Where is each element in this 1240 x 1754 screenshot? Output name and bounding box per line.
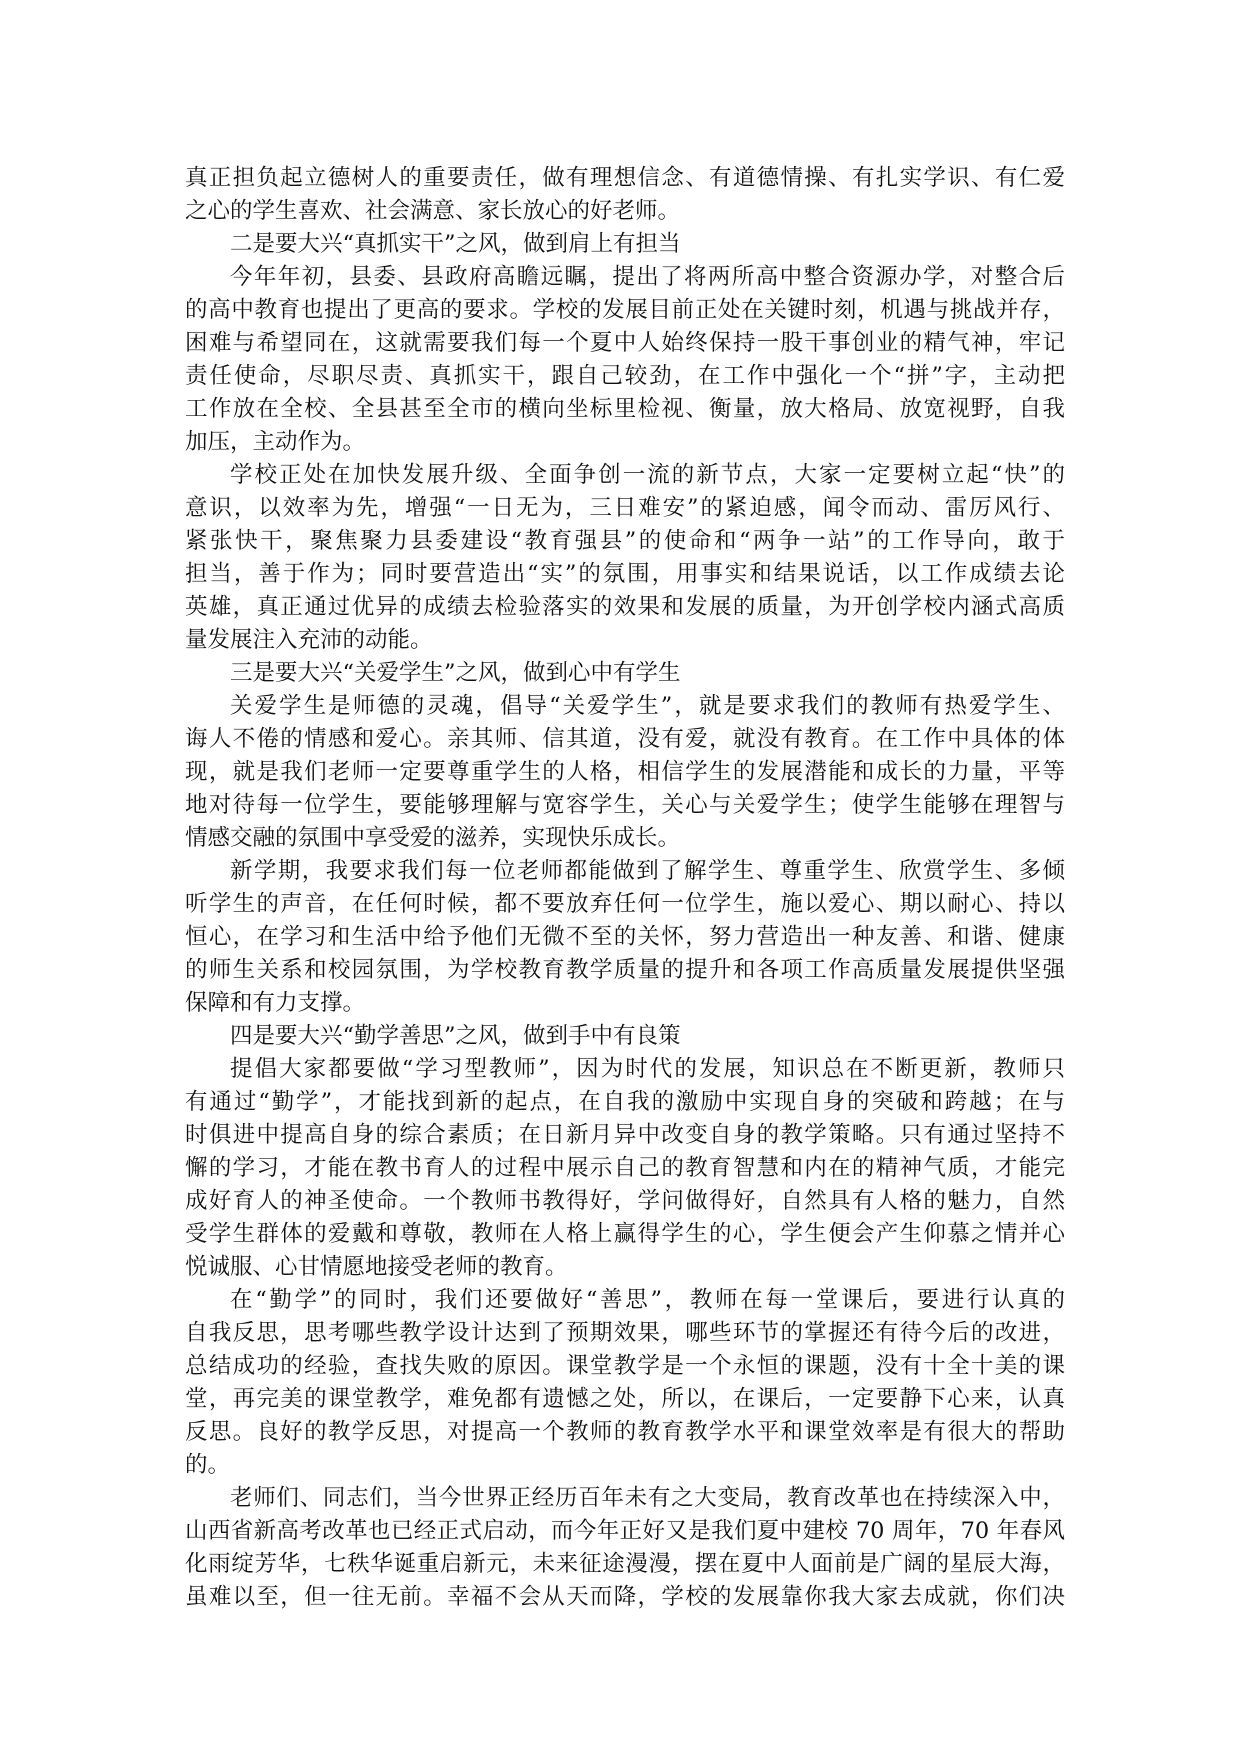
text-line: 今年年初，县委、县政府高瞻远瞩，提出了将两所高中整合资源办学，对整合后 <box>230 264 1065 290</box>
text-line: 之心的学生喜欢、社会满意、家长放心的好老师。 <box>185 198 681 224</box>
text-line: 堂，再完美的课堂教学，难免都有遗憾之处，所以，在课后，一定要静下心来，认真 <box>185 1386 1065 1412</box>
text-line: 总结成功的经验，查找失败的原因。课堂教学是一个永恒的课题，没有十全十美的课 <box>185 1353 1065 1379</box>
text-line: 二是要大兴“真抓实干”之风，做到肩上有担当 <box>230 231 681 257</box>
text-line: 新学期，我要求我们每一位老师都能做到了解学生、尊重学生、欣赏学生、多倾 <box>230 858 1065 884</box>
text-line: 紧张快干，聚焦聚力县委建设“教育强县”的使命和“两争一站”的工作导向，敢于 <box>185 528 1065 554</box>
text-line: 悦诚服、心甘情愿地接受老师的教育。 <box>185 1254 568 1280</box>
text-line: 三是要大兴“关爱学生”之风，做到心中有学生 <box>230 660 681 686</box>
text-line: 山西省新高考改革也已经正式启动，而今年正好又是我们夏中建校 70 周年，70 年春风 <box>185 1518 1065 1544</box>
text-line: 诲人不倦的情感和爱心。亲其师、信其道，没有爱，就没有教育。在工作中具体的体 <box>185 726 1065 752</box>
text-line: 工作放在全校、全县甚至全市的横向坐标里检视、衡量，放大格局、放宽视野，自我 <box>185 396 1065 422</box>
text-line: 加压，主动作为。 <box>185 429 366 455</box>
text-line: 时俱进中提高自身的综合素质；在日新月异中改变自身的教学策略。只有通过坚持不 <box>185 1122 1065 1148</box>
text-line: 担当，善于作为；同时要营造出“实”的氛围，用事实和结果说话，以工作成绩去论 <box>185 561 1065 587</box>
text-line: 虽难以至，但一往无前。幸福不会从天而降，学校的发展靠你我大家去成就，你们决 <box>185 1584 1065 1610</box>
text-line: 提倡大家都要做“学习型教师”，因为时代的发展，知识总在不断更新，教师只 <box>230 1056 1065 1082</box>
text-line: 学校正处在加快发展升级、全面争创一流的新节点，大家一定要树立起“快”的 <box>230 462 1065 488</box>
text-line: 困难与希望同在，这就需要我们每一个夏中人始终保持一股干事创业的精气神，牢记 <box>185 330 1065 356</box>
text-line: 化雨绽芳华，七秩华诞重启新元，未来征途漫漫，摆在夏中人面前是广阔的星辰大海， <box>185 1551 1065 1577</box>
text-line: 四是要大兴“勤学善思”之风，做到手中有良策 <box>230 1023 681 1049</box>
text-line: 责任使命，尽职尽责、真抓实干，跟自己较劲，在工作中强化一个“拼”字，主动把 <box>185 363 1065 389</box>
text-line: 英雄，真正通过优异的成绩去检验落实的效果和发展的质量，为开创学校内涵式高质 <box>185 594 1065 620</box>
text-line: 反思。良好的教学反思，对提高一个教师的教育教学水平和课堂效率是有很大的帮助 <box>185 1419 1065 1445</box>
document-body <box>185 162 1065 1614</box>
text-line: 意识，以效率为先，增强“一日无为，三日难安”的紧迫感，闻令而动、雷厉风行、 <box>185 495 1065 521</box>
text-line: 关爱学生是师德的灵魂，倡导“关爱学生”，就是要求我们的教师有热爱学生、 <box>230 693 1065 719</box>
text-line: 量发展注入充沛的动能。 <box>185 627 433 653</box>
text-line: 现，就是我们老师一定要尊重学生的人格，相信学生的发展潜能和成长的力量，平等 <box>185 759 1065 785</box>
text-line: 有通过“勤学”，才能找到新的起点，在自我的激励中实现自身的突破和跨越；在与 <box>185 1089 1065 1115</box>
text-line: 的高中教育也提出了更高的要求。学校的发展目前正处在关键时刻，机遇与挑战并存， <box>185 297 1065 323</box>
text-line: 懈的学习，才能在教书育人的过程中展示自己的教育智慧和内在的精神气质，才能完 <box>185 1155 1065 1181</box>
text-line: 情感交融的氛围中享受爱的滋养，实现快乐成长。 <box>185 825 681 851</box>
text-line: 受学生群体的爱戴和尊敬，教师在人格上赢得学生的心，学生便会产生仰慕之情并心 <box>185 1221 1065 1247</box>
text-line: 在“勤学”的同时，我们还要做好“善思”，教师在每一堂课后，要进行认真的 <box>230 1287 1065 1313</box>
text-line: 保障和有力支撑。 <box>185 990 366 1016</box>
text-line: 真正担负起立德树人的重要责任，做有理想信念、有道德情操、有扎实学识、有仁爱 <box>185 165 1065 191</box>
text-line: 的师生关系和校园氛围，为学校教育教学质量的提升和各项工作高质量发展提供坚强 <box>185 957 1065 983</box>
text-line: 恒心，在学习和生活中给予他们无微不至的关怀，努力营造出一种友善、和谐、健康 <box>185 924 1065 950</box>
text-line: 老师们、同志们，当今世界正经历百年未有之大变局，教育改革也在持续深入中， <box>230 1485 1065 1511</box>
text-line: 自我反思，思考哪些教学设计达到了预期效果，哪些环节的掌握还有待今后的改进， <box>185 1320 1065 1346</box>
text-line: 地对待每一位学生，要能够理解与宽容学生，关心与关爱学生；使学生能够在理智与 <box>185 792 1065 818</box>
text-line: 的。 <box>185 1452 231 1478</box>
text-line: 成好育人的神圣使命。一个教师书教得好，学问做得好，自然具有人格的魅力，自然 <box>185 1188 1065 1214</box>
text-line: 听学生的声音，在任何时候，都不要放弃任何一位学生，施以爱心、期以耐心、持以 <box>185 891 1065 917</box>
